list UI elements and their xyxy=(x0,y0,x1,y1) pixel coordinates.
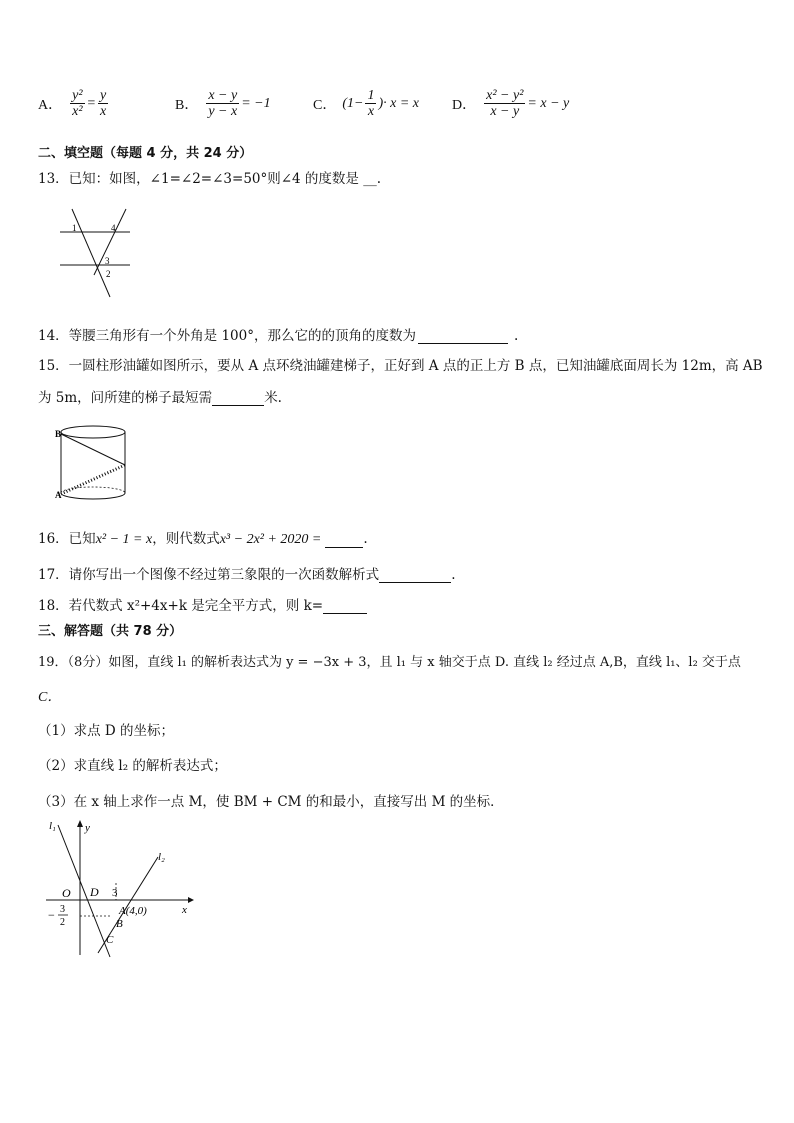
q19-label-l1: l₁ xyxy=(49,820,56,832)
q19-label-a: A(4,0) xyxy=(119,905,147,917)
option-c-frac: $\frac{1}{x}$ xyxy=(367,88,375,119)
q15-label-b: B xyxy=(55,429,62,439)
option-b xyxy=(175,88,271,119)
option-c-post: )· x = x xyxy=(378,95,419,111)
section2-title: 二、填空题（每题 4 分，共 24 分） xyxy=(38,146,253,161)
q19-label-c: C xyxy=(106,934,114,946)
q13-label-2: 2 xyxy=(106,269,111,279)
q19-label-neg: − xyxy=(48,908,55,922)
q15-cylinder-bottom-back xyxy=(61,487,125,493)
option-a-frac-left: $\frac{\text{y²}}{\text{x²}}$ xyxy=(72,88,83,119)
q15-line2-b: 米. xyxy=(264,390,282,406)
q16-row xyxy=(38,527,368,548)
q14-row xyxy=(38,324,518,344)
q19-coordinate-figure xyxy=(40,815,200,960)
q19-label-frac-num: 3 xyxy=(60,904,65,915)
option-d-letter: D． xyxy=(452,97,477,113)
section3-title: 三、解答题（共 78 分） xyxy=(38,624,183,639)
q19-sub2: （2）求直线 l₂ 的解析表达式； xyxy=(38,758,227,774)
q19-label-frac-den: 2 xyxy=(60,917,65,928)
q18-text: 18．若代数式 x²+4x+k 是完全平方式，则 k= xyxy=(38,598,324,614)
q19-y-arrow xyxy=(77,820,83,827)
q19-label-d: D xyxy=(90,885,99,899)
q15-cylinder-bottom-front xyxy=(61,493,125,499)
option-b-rhs: = −1 xyxy=(241,95,271,111)
q19-label-o: O xyxy=(62,886,71,900)
q19-label-y: y xyxy=(85,822,90,834)
option-c xyxy=(313,88,419,119)
q19-label-l2: l₂ xyxy=(158,851,165,863)
q15-ladder-lower xyxy=(61,465,125,494)
option-a-frac-right: $\frac{y}{x}$ xyxy=(100,88,107,119)
q16-text-a: 16．已知 xyxy=(38,531,96,547)
option-c-pre: (1− xyxy=(342,95,364,111)
q16-end: . xyxy=(363,531,368,547)
option-d-frac: $\frac{\text{x² − y²}}{x - y}$ xyxy=(486,88,524,119)
q17-text: 17．请你写出一个图像不经过第三象限的一次函数解析式 xyxy=(38,567,380,583)
q19-label-x: x xyxy=(182,904,187,916)
q15-answer-blank[interactable] xyxy=(212,391,264,406)
option-a xyxy=(38,88,110,119)
q13-label-4: 4 xyxy=(111,223,116,233)
option-b-frac: $\frac{x - y}{y - x}$ xyxy=(208,88,238,119)
q15-cylinder-figure xyxy=(52,422,132,504)
q19-sub3: （3）在 x 轴上求作一点 M，使 BM + CM 的和最小，直接写出 M 的坐标． xyxy=(38,794,504,810)
q14-text: 14．等腰三角形有一个外角是 100°，那么它的的顶角的度数为 xyxy=(38,328,416,344)
q14-answer-blank[interactable] xyxy=(418,329,508,344)
q19-x-arrow xyxy=(188,897,194,903)
q19-label-b: B xyxy=(116,918,123,930)
q16-eq1: x² − 1 = x xyxy=(95,532,153,547)
option-c-letter: C． xyxy=(313,97,337,113)
option-b-letter: B． xyxy=(175,97,199,113)
q18-row xyxy=(38,594,367,614)
q15-cylinder-top xyxy=(61,426,125,438)
q17-answer-blank[interactable] xyxy=(379,568,451,583)
q13-label-1: 1 xyxy=(72,223,77,233)
q13-figure xyxy=(50,203,140,303)
q16-answer-blank[interactable] xyxy=(325,533,363,548)
q13-label-3: 3 xyxy=(105,256,110,266)
option-a-eq: = xyxy=(86,95,96,111)
q16-eq2: x³ − 2x² + 2020 = xyxy=(219,532,322,547)
option-a-letter: A． xyxy=(38,97,63,113)
q17-row xyxy=(38,563,455,583)
q19-sub1: （1）求点 D 的坐标； xyxy=(38,723,174,739)
q14-end: . xyxy=(514,328,519,344)
q15-line1: 15．一圆柱形油罐如图所示，要从 A 点环绕油罐建梯子，正好到 A 点的正上方 B 点，已知油罐底面周长为 12m，高 AB xyxy=(38,358,763,374)
q15-line2-a: 为 5m，问所建的梯子最短需 xyxy=(38,390,213,406)
q15-ladder-upper xyxy=(61,434,125,465)
option-d xyxy=(452,88,569,119)
q17-end: . xyxy=(451,567,456,583)
q19-line1: 19．（8分）如图，直线 l₁ 的解析表达式为 y = −3x + 3，且 l₁ 与 x 轴交于点 D. 直线 l₂ 经过点 A,B，直线 l₁、l₂ 交于点 xyxy=(38,655,741,670)
q18-answer-blank[interactable] xyxy=(323,599,367,614)
q19-line2: C． xyxy=(38,690,62,705)
q19-label-three: 3 xyxy=(112,887,118,899)
option-d-rhs: = x − y xyxy=(527,95,570,111)
q13-text: 13．已知：如图，∠1=∠2=∠3=50°则∠4 的度数是 __. xyxy=(38,171,382,187)
q16-text-b: ，则代数式 xyxy=(152,531,220,547)
q15-line2 xyxy=(38,386,282,406)
q15-label-a: A xyxy=(55,490,62,500)
